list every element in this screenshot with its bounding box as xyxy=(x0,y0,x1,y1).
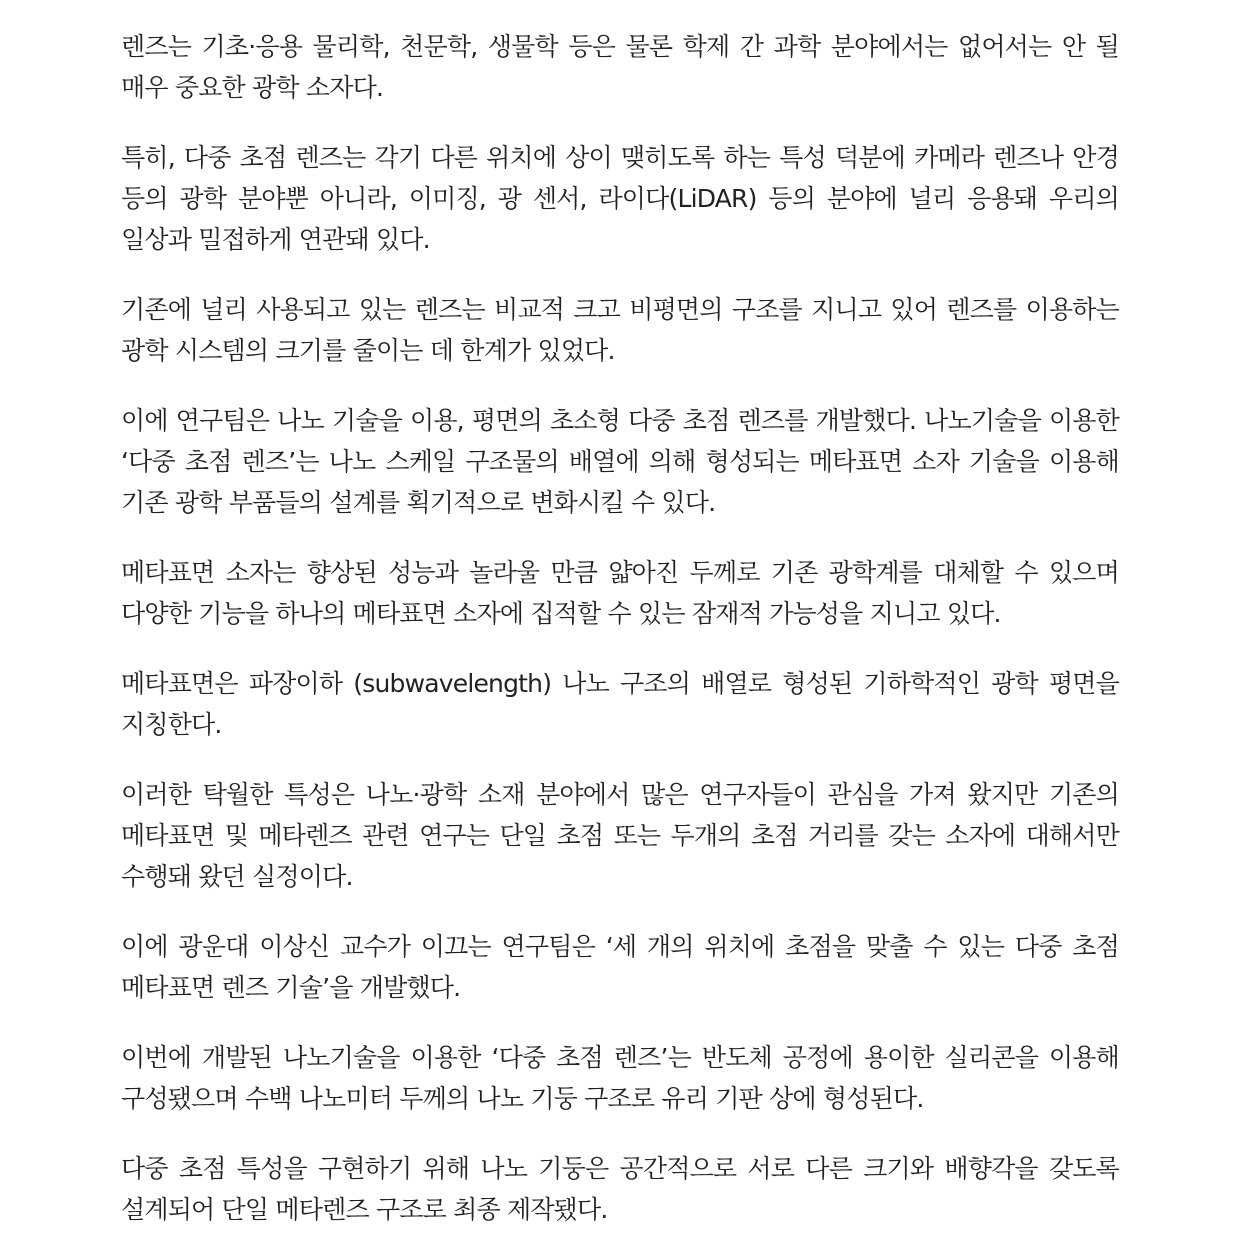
paragraph-5: 메타표면 소자는 향상된 성능과 놀라울 만큼 얇아진 두께로 기존 광학계를 대체할 수 있으며 다양한 기능을 하나의 메타표면 소자에 집적할 수 있는 잠재적 가능성을 지니고 있다. xyxy=(121,558,1119,628)
paragraph-6: 메타표면은 파장이하 (subwavelength) 나노 구조의 배열로 형성된 기하학적인 광학 평면을 지칭한다. xyxy=(121,669,1119,739)
paragraph-3: 기존에 널리 사용되고 있는 렌즈는 비교적 크고 비평면의 구조를 지니고 있어 렌즈를 이용하는 광학 시스템의 크기를 줄이는 데 한계가 있었다. xyxy=(121,295,1119,365)
paragraph-2: 특히, 다중 초점 렌즈는 각기 다른 위치에 상이 맺히도록 하는 특성 덕분에 카메라 렌즈나 안경 등의 광학 분야뿐 아니라, 이미징, 광 센서, 라이다(LiDAR) 등의 분야에 널리 응용돼 우리의 일상과 밀접하게 연관돼 있다. xyxy=(121,143,1119,254)
paragraph-4: 이에 연구팀은 나노 기술을 이용, 평면의 초소형 다중 초점 렌즈를 개발했다. 나노기술을 이용한 ‘다중 초점 렌즈’는 나노 스케일 구조물의 배열에 의해 형성되는 메타표면 소자 기술을 이용해 기존 광학 부품들의 설계를 획기적으로 변화시킬 수 있다. xyxy=(121,406,1119,517)
paragraph-1: 렌즈는 기초·응용 물리학, 천문학, 생물학 등은 물론 학제 간 과학 분야에서는 없어서는 안 될 매우 중요한 광학 소자다. xyxy=(121,32,1119,102)
article-body xyxy=(121,26,1119,1230)
paragraph-10: 다중 초점 특성을 구현하기 위해 나노 기둥은 공간적으로 서로 다른 크기와 배향각을 갖도록 설계되어 단일 메타렌즈 구조로 최종 제작됐다. xyxy=(121,1154,1119,1224)
paragraph-7: 이러한 탁월한 특성은 나노·광학 소재 분야에서 많은 연구자들이 관심을 가져 왔지만 기존의 메타표면 및 메타렌즈 관련 연구는 단일 초점 또는 두개의 초점 거리를 갖는 소자에 대해서만 수행돼 왔던 실정이다. xyxy=(121,780,1119,891)
paragraph-9: 이번에 개발된 나노기술을 이용한 ‘다중 초점 렌즈’는 반도체 공정에 용이한 실리콘을 이용해 구성됐으며 수백 나노미터 두께의 나노 기둥 구조로 유리 기판 상에 형성된다. xyxy=(121,1043,1119,1113)
paragraph-8: 이에 광운대 이상신 교수가 이끄는 연구팀은 ‘세 개의 위치에 초점을 맞출 수 있는 다중 초점 메타표면 렌즈 기술’을 개발했다. xyxy=(121,932,1119,1002)
